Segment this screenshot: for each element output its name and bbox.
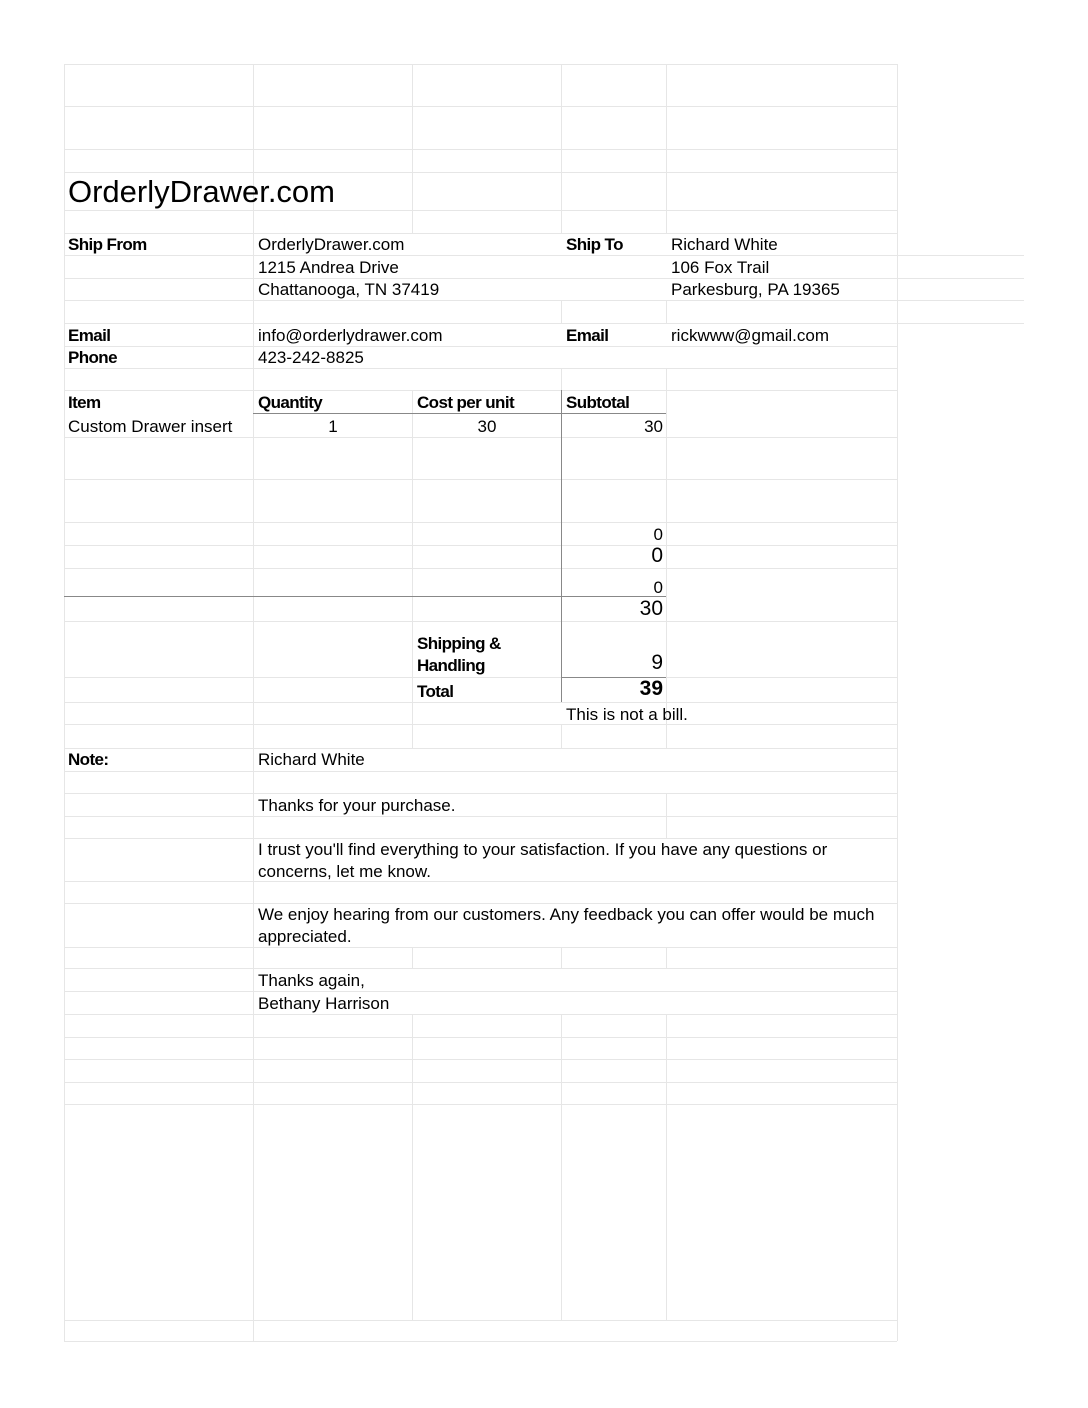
header-subtotal: Subtotal [566, 393, 630, 412]
phone-value: 423-242-8825 [258, 348, 364, 367]
ship-to-email: rickwww@gmail.com [671, 326, 829, 345]
total-label: Total [417, 682, 454, 701]
note-signer: Bethany Harrison [258, 994, 390, 1013]
ship-from-email: info@orderlydrawer.com [258, 326, 443, 345]
ship-to-street: 106 Fox Trail [671, 258, 770, 277]
row-cost: 30 [477, 417, 497, 436]
shipping-label: Shipping & Handling [417, 634, 501, 675]
extra-subtotal-1: 0 [653, 525, 663, 544]
ship-to-email-label: Email [566, 326, 609, 345]
disclaimer: This is not a bill. [566, 705, 688, 724]
ship-from-street: 1215 Andrea Drive [258, 258, 399, 277]
note-line-2: I trust you'll find everything to your satisfaction. If you have any questions or concerns, let me know. [258, 840, 828, 881]
note-label: Note: [68, 750, 109, 769]
ship-to-label: Ship To [566, 235, 623, 254]
note-line-1: Thanks for your purchase. [258, 796, 456, 815]
note-recipient: Richard White [258, 750, 365, 769]
company-title: OrderlyDrawer.com [68, 174, 335, 209]
extra-subtotal-2: 0 [651, 544, 663, 567]
row-item: Custom Drawer insert [68, 417, 233, 436]
ship-from-email-label: Email [68, 326, 111, 345]
header-cost-per-unit: Cost per unit [417, 393, 515, 412]
ship-to-city: Parkesburg, PA 19365 [671, 280, 840, 299]
note-closing: Thanks again, [258, 971, 365, 990]
row-quantity: 1 [328, 417, 338, 436]
extra-subtotal-3: 0 [653, 578, 663, 597]
row-subtotal: 30 [644, 417, 663, 436]
shipping-value: 9 [651, 651, 663, 674]
subtotal-sum: 30 [639, 597, 663, 620]
ship-from-city: Chattanooga, TN 37419 [258, 280, 440, 299]
ship-to-name: Richard White [671, 235, 778, 254]
phone-label: Phone [68, 348, 117, 367]
header-item: Item [68, 393, 101, 412]
ship-from-label: Ship From [68, 235, 147, 254]
header-quantity: Quantity [258, 393, 323, 412]
total-value: 39 [639, 677, 663, 700]
note-line-3: We enjoy hearing from our customers. Any feedback you can offer would be much appreciated. [258, 905, 875, 946]
ship-from-name: OrderlyDrawer.com [258, 235, 405, 254]
